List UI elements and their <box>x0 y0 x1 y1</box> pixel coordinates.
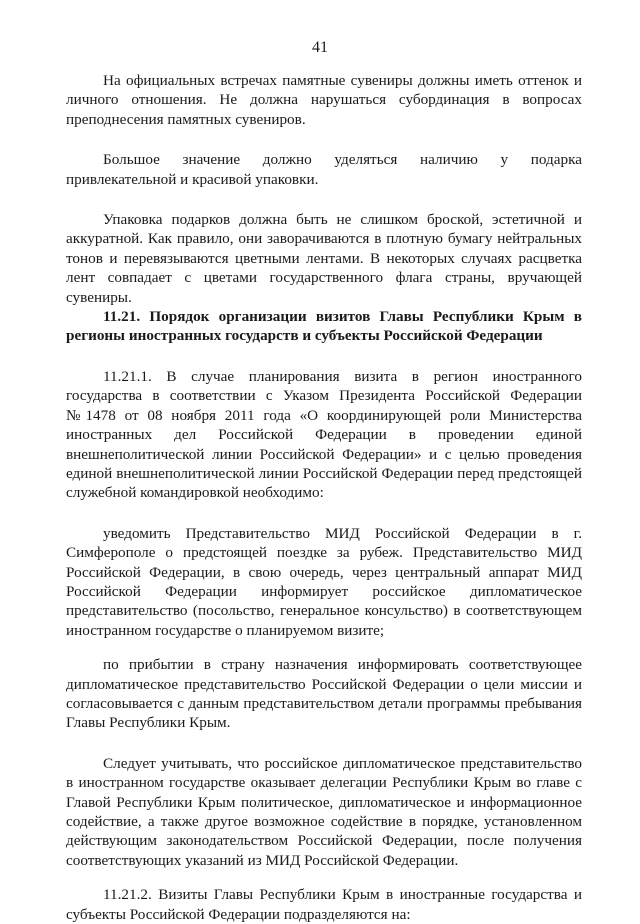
paragraph-11-21-2: 11.21.2. Визиты Главы Республики Крым в иностранные государства и субъекты Российской Федерации подразделяются на: <box>66 886 582 923</box>
document-body <box>66 71 582 924</box>
section-heading: 11.21. Порядок организации визитов Главы Республики Крым в регионы иностранных государств и субъекты Российской Федерации <box>66 308 582 345</box>
paragraph-souvenirs-personal: На официальных встречах памятные сувениры должны иметь оттенок и личного отношения. Не должна нарушаться субординация в вопросах преподнесения памятных сувениров. <box>66 72 582 128</box>
paragraph-gift-packaging-style: Упаковка подарков должна быть не слишком броской, эстетичной и аккуратной. Как правило, они заворачиваются в плотную бумагу нейтральных тонов и перевязываются цветными лентами. В некоторых случаях расцветка лент совпадает с цветами государственного флага страны, вручающей сувениры. <box>66 211 582 306</box>
paragraph-inform-on-arrival: по прибытии в страну назначения информировать соответствующее дипломатическое представительство Российской Федерации о цели миссии и согласовывается с данным представительством детали программы пребывания Главы Республики Крым. <box>66 656 582 732</box>
paragraph-gift-packaging-importance: Большое значение должно уделяться наличию у подарка привлекательной и красивой упаковки. <box>66 151 582 188</box>
paragraph-notify-representation: уведомить Представительство МИД Российской Федерации в г. Симферополе о предстоящей поездке за рубеж. Представительство МИД Российской Федерации, в свою очередь, через центральный аппарат МИД Российской Федерации информирует российское дипломатическое представительство (посольство, генеральное консульство) в соответствующем иностранном государстве о планируемом визите; <box>66 524 582 639</box>
paragraph-diplomatic-assistance: Следует учитывать, что российское дипломатическое представительство в иностранном государстве оказывает делегации Республики Крым во главе с Главой Республики Крым политическое, дипломатическое и информационное содействие, а также другое возможное содействие в порядке, установленном действующим законодательством Российской Федерации, после получения соответствующих указаний из МИД Российской Федерации. <box>66 754 582 869</box>
page-number: 41 <box>312 39 328 56</box>
paragraph-11-21-1: 11.21.1. В случае планирования визита в регион иностранного государства в соответствии с Указом Президента Российской Федерации №1478 от 08 ноября 2011 года «О координирующей роли Министерства иностранных дел Российской Федерации в проведении единой внешнеполитической линии Российской Федерации» и с целью проведения единой внешнеполитической линии Российской Федерации перед предстоящей служебной командировкой необходимо: <box>66 367 582 502</box>
